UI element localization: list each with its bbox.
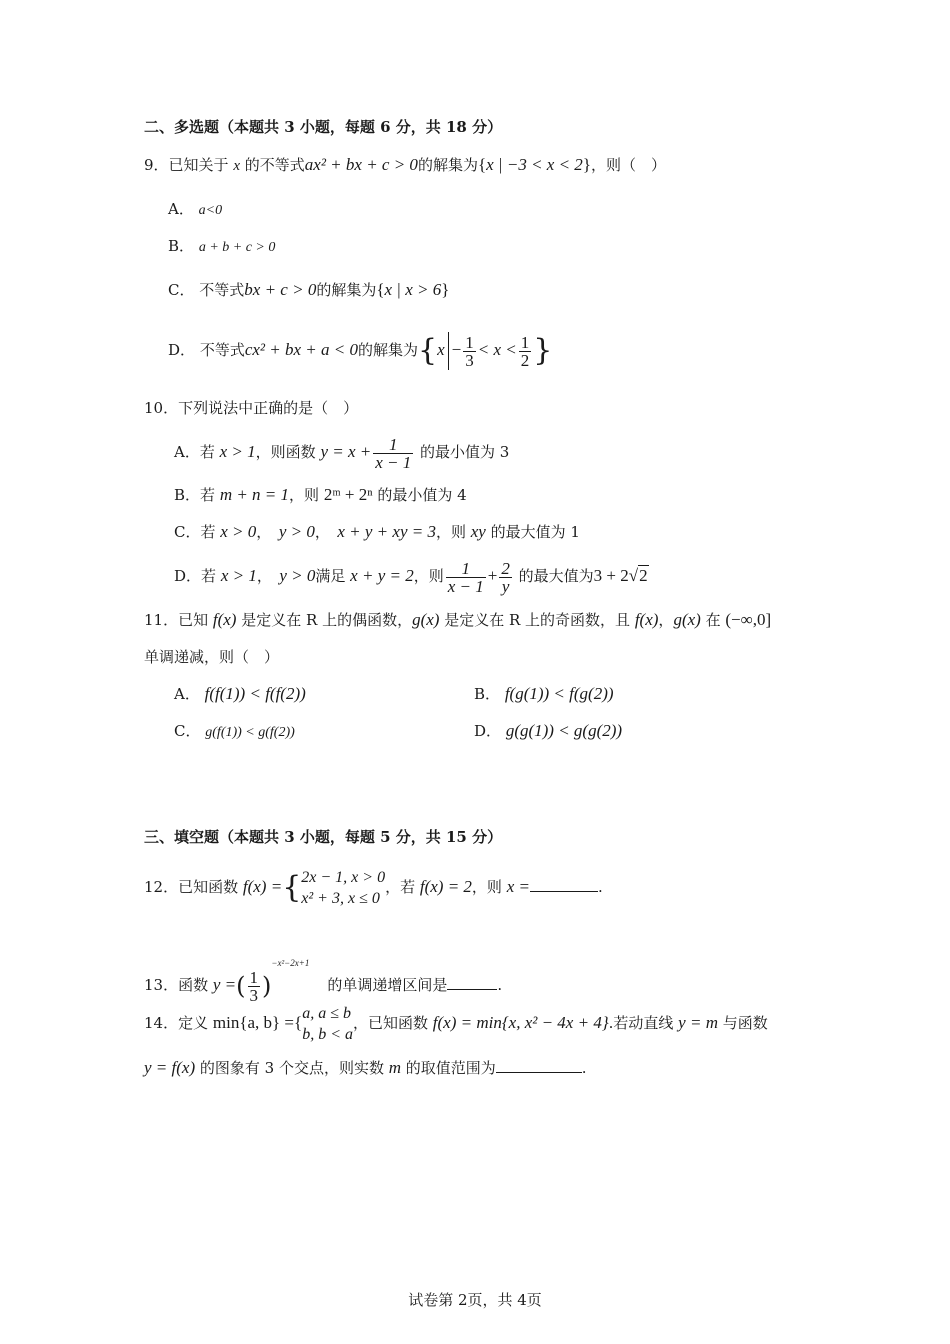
q13-stem: 13．函数 y =( $\frac{1}{3}$ )$^{-x^2-2x+1}$的单调递增区间是 . xyxy=(144,958,503,1005)
q9-d-text-2: 的解集为 xyxy=(357,341,418,359)
q9-d-expr: cx² + bx + a < 0 xyxy=(244,340,358,359)
q14-yfx: y = f(x) xyxy=(144,1058,196,1077)
q10-a-text-3: 的最小值为 3 xyxy=(415,443,510,461)
q13-text-2: 的单调递增区间是 xyxy=(327,976,448,994)
q11-stem-line-1 xyxy=(144,610,771,630)
q9-option-d: D． 不等式cx² + bx + a < 0的解集为{x − $\frac{1}{3}$ < x < $\frac{1}{2}$ } xyxy=(168,332,553,370)
q13-n: 1 xyxy=(249,967,259,987)
q10-option-b xyxy=(174,485,467,505)
q12-x: x = xyxy=(506,877,530,896)
q10-stem xyxy=(144,398,358,418)
q12-text-3: ，则 xyxy=(471,878,507,896)
q10-a-d: x − 1 xyxy=(375,452,412,472)
q12-end: . xyxy=(597,878,603,896)
q10-d-cond-2: y > 0 xyxy=(279,566,316,585)
section-fill-title: 三、填空题（本题共 3 小题，每题 5 分，共 15 分） xyxy=(144,828,503,846)
q9-b-label: B． xyxy=(168,237,195,255)
q11-f-2: f(x) xyxy=(634,610,659,629)
q9-c-label: C． xyxy=(168,281,195,299)
q9-d-text-1: 不等式 xyxy=(199,341,245,359)
q11-option-a xyxy=(174,684,306,704)
q9-c-set: x | x > 6 xyxy=(384,280,442,299)
q10-c-sep-1: ， xyxy=(256,523,279,541)
q10-b-text-1: 若 xyxy=(200,486,220,504)
q10-b-text-2: ，则 xyxy=(289,486,324,504)
q11-option-d xyxy=(474,721,622,741)
q11-text-1: 已知 xyxy=(178,611,213,629)
q10-a-cond: x > 1 xyxy=(219,442,256,461)
q9-text-1: 已知关于 xyxy=(168,156,234,174)
q9-stem: 9．已知关于 x 的不等式ax² + bx + c > 0的解集为{x | −3 < x < 2}，则（ ） xyxy=(144,155,666,174)
q11-interval: (−∞,0] xyxy=(725,610,772,629)
q12-num: 12． xyxy=(144,878,179,896)
q10-c-text-1: 若 xyxy=(200,523,221,541)
q9-c-text-1: 不等式 xyxy=(199,281,245,299)
q9-solution-set: x | −3 < x < 2 xyxy=(486,155,583,174)
q9-d-n1: 1 xyxy=(465,332,474,352)
q12-stem: 12．已知函数 f(x) ={ 2x − 1, x > 0 x² + 3, x ≤ 0 ，若 f(x) = 2，则 x = . xyxy=(144,869,603,907)
q10-b-text-3: 的最小值为 4 xyxy=(372,486,467,504)
q11-g-2: g(x) xyxy=(673,610,701,629)
q14-cases xyxy=(302,1003,353,1045)
q14-text-6: 的取值范围为 xyxy=(401,1059,496,1077)
q10-c-cond-1: x > 0 xyxy=(220,522,257,541)
q10-a-text-2: ，则函数 xyxy=(255,443,321,461)
q14-text-5: 的图象有 3 个交点，则实数 xyxy=(195,1059,389,1077)
q9-a-expr: a<0 xyxy=(198,203,223,218)
q9-d-frac-2 xyxy=(519,334,532,369)
q10-c-cond-3: x + y + xy = 3 xyxy=(337,522,436,541)
q11-stem-line-2: 单调递减，则（ ） xyxy=(144,648,280,666)
q9-option-b xyxy=(168,236,275,258)
q14-y: y = m xyxy=(678,1013,718,1032)
q14-text-1: 定义 xyxy=(178,1014,213,1032)
q9-text-3: 的解集为 xyxy=(417,156,478,174)
q9-inequality: ax² + bx + c > 0 xyxy=(304,155,418,174)
q9-c-expr: bx + c > 0 xyxy=(244,280,317,299)
q9-option-c: C． 不等式bx + c > 0的解集为{x | x > 6} xyxy=(168,280,450,299)
q10-d-n1: 1 xyxy=(446,560,486,578)
q14-stem-line-1: 14．定义 min{a, b} ={ a, a ≤ b b, b < a ，已知函数 f(x) = min{x, x² − 4x + 4}.若动直线 y = m 与函数 xyxy=(144,1005,768,1043)
q12-case-2: x² + 3, x ≤ 0 xyxy=(301,890,380,907)
q14-m: m xyxy=(388,1058,402,1077)
q14-text-4: 与函数 xyxy=(717,1014,768,1032)
q14-text-3: .若动直线 xyxy=(608,1014,679,1032)
q10-option-c xyxy=(174,522,580,542)
q12-case-1: 2x − 1, x > 0 xyxy=(301,869,386,886)
q10-d-plus: + xyxy=(487,566,498,585)
q9-var-x: x xyxy=(233,158,240,174)
q10-b-expr: 2ᵐ + 2ⁿ xyxy=(323,485,373,504)
q9-d-n2: 1 xyxy=(520,332,530,352)
q10-d-frac-1 xyxy=(446,560,486,595)
q11-d-label: D． xyxy=(474,722,502,740)
q10-c-label: C． xyxy=(174,523,201,541)
q11-a-expr: f(f(1)) < f(f(2)) xyxy=(204,684,306,703)
q12-answer-blank[interactable] xyxy=(530,877,598,892)
q14-end: . xyxy=(581,1059,587,1077)
q13-answer-blank[interactable] xyxy=(447,975,497,990)
q9-d-d2: 2 xyxy=(520,350,530,370)
q9-d-x: x xyxy=(437,340,445,359)
q10-a-frac xyxy=(373,436,413,471)
q11-text-4: 在 xyxy=(700,611,726,629)
q9-d-minus: − xyxy=(451,340,462,359)
q10-d-label: D． xyxy=(174,567,202,585)
q9-num: 9． xyxy=(144,156,169,174)
q10-d-value: 3 + 2 xyxy=(593,566,629,585)
q10-d-sep-1: ， xyxy=(256,567,280,585)
q9-text-4: ，则（ ） xyxy=(590,156,666,174)
q13-y: y = xyxy=(212,975,237,994)
q12-f: f(x) = xyxy=(242,877,283,896)
q10-d-cond-1: x > 1 xyxy=(220,566,257,585)
q14-case-2: b, b < a xyxy=(302,1026,353,1043)
q10-stem-text: 下列说法中正确的是（ ） xyxy=(178,399,359,417)
q10-d-cond-3: x + y = 2 xyxy=(350,566,414,585)
q11-f: f(x) xyxy=(212,610,237,629)
q13-end: . xyxy=(497,976,503,994)
q11-d-expr: g(g(1)) < g(g(2)) xyxy=(505,721,623,740)
q14-min-def: min{a, b} = xyxy=(212,1013,295,1032)
q14-case-1: a, a ≤ b xyxy=(302,1005,351,1022)
q10-a-label: A． xyxy=(174,443,200,461)
q14-stem-line-2 xyxy=(144,1058,587,1078)
q14-answer-blank[interactable] xyxy=(496,1058,582,1073)
q9-a-label: A． xyxy=(168,200,194,218)
q10-d-text-3: ，则 xyxy=(413,567,444,585)
q10-d-text-4: 的最大值为 xyxy=(518,567,594,585)
section-multi-title: 二、多选题（本题共 3 小题，每题 6 分，共 18 分） xyxy=(144,118,503,136)
q11-option-b xyxy=(474,684,614,704)
q11-c-label: C． xyxy=(174,722,201,740)
q11-text-2: 是定义在 R 上的偶函数， xyxy=(236,611,413,629)
q10-d-text-1: 若 xyxy=(201,567,221,585)
q13-exponent: −x²−2x+1 xyxy=(271,958,310,968)
q13-frac xyxy=(248,969,261,1004)
page-footer: 试卷第 2页，共 4页 xyxy=(408,1291,542,1309)
q13-text-1: 函数 xyxy=(178,976,213,994)
q11-b-expr: f(g(1)) < f(g(2)) xyxy=(504,684,614,703)
q10-a-n: 1 xyxy=(373,436,413,454)
q9-d-d1: 3 xyxy=(465,350,474,370)
q10-d-text-2: 满足 xyxy=(315,567,351,585)
q10-d-frac-2 xyxy=(499,560,512,595)
q14-text-2: ，已知函数 xyxy=(353,1014,433,1032)
q10-d-d1: x − 1 xyxy=(447,576,484,596)
q12-text-1: 已知函数 xyxy=(178,878,243,896)
q11-num: 11． xyxy=(144,611,179,629)
q9-d-mid: < x < xyxy=(477,340,517,359)
q10-a-text-1: 若 xyxy=(199,443,220,461)
q10-c-text-2: ，则 xyxy=(435,523,471,541)
q12-cond: f(x) = 2 xyxy=(419,877,472,896)
q10-c-sep-2: ， xyxy=(314,523,338,541)
q11-b-label: B． xyxy=(474,685,501,703)
q11-sep: ， xyxy=(658,611,674,629)
q12-text-2: ，若 xyxy=(385,878,420,896)
q9-d-label: D． xyxy=(168,341,196,359)
q9-d-frac-1 xyxy=(463,334,476,369)
q10-a-y: y = x + xyxy=(320,442,372,461)
q13-d: 3 xyxy=(249,985,259,1005)
q13-num: 13． xyxy=(144,976,179,994)
q10-c-cond-2: y > 0 xyxy=(278,522,315,541)
q10-num: 10． xyxy=(144,399,179,417)
q10-c-xy: xy xyxy=(470,522,486,541)
q10-d-n2: 2 xyxy=(501,558,510,578)
q10-d-sqrt-arg: 2 xyxy=(639,566,648,585)
q11-g: g(x) xyxy=(412,610,440,629)
q11-option-c xyxy=(174,721,295,743)
q10-c-text-3: 的最大值为 1 xyxy=(485,523,580,541)
q11-a-label: A． xyxy=(174,685,200,703)
q10-b-label: B． xyxy=(174,486,201,504)
q9-text-2: 的不等式 xyxy=(240,156,305,174)
q10-b-cond: m + n = 1 xyxy=(219,485,290,504)
q9-c-text-2: 的解集为 xyxy=(316,281,377,299)
q14-num: 14． xyxy=(144,1014,179,1032)
q9-b-expr: a + b + c > 0 xyxy=(198,240,276,255)
q12-cases xyxy=(301,867,385,909)
q10-option-a xyxy=(174,432,509,472)
q9-option-a xyxy=(168,199,222,221)
q14-f: f(x) = min{x, x² − 4x + 4} xyxy=(432,1013,609,1032)
q11-c-expr: g(f(1)) < g(f(2)) xyxy=(205,725,295,740)
q10-option-d: D．若 x > 1， y > 0满足 x + y = 2，则 $\frac{1}{x - 1}$ + $\frac{2}{y}$ 的最大值为3 + 2√2 xyxy=(174,558,648,596)
q10-d-d2: y xyxy=(501,576,510,596)
q11-text-3: 是定义在 R 上的奇函数，且 xyxy=(439,611,635,629)
